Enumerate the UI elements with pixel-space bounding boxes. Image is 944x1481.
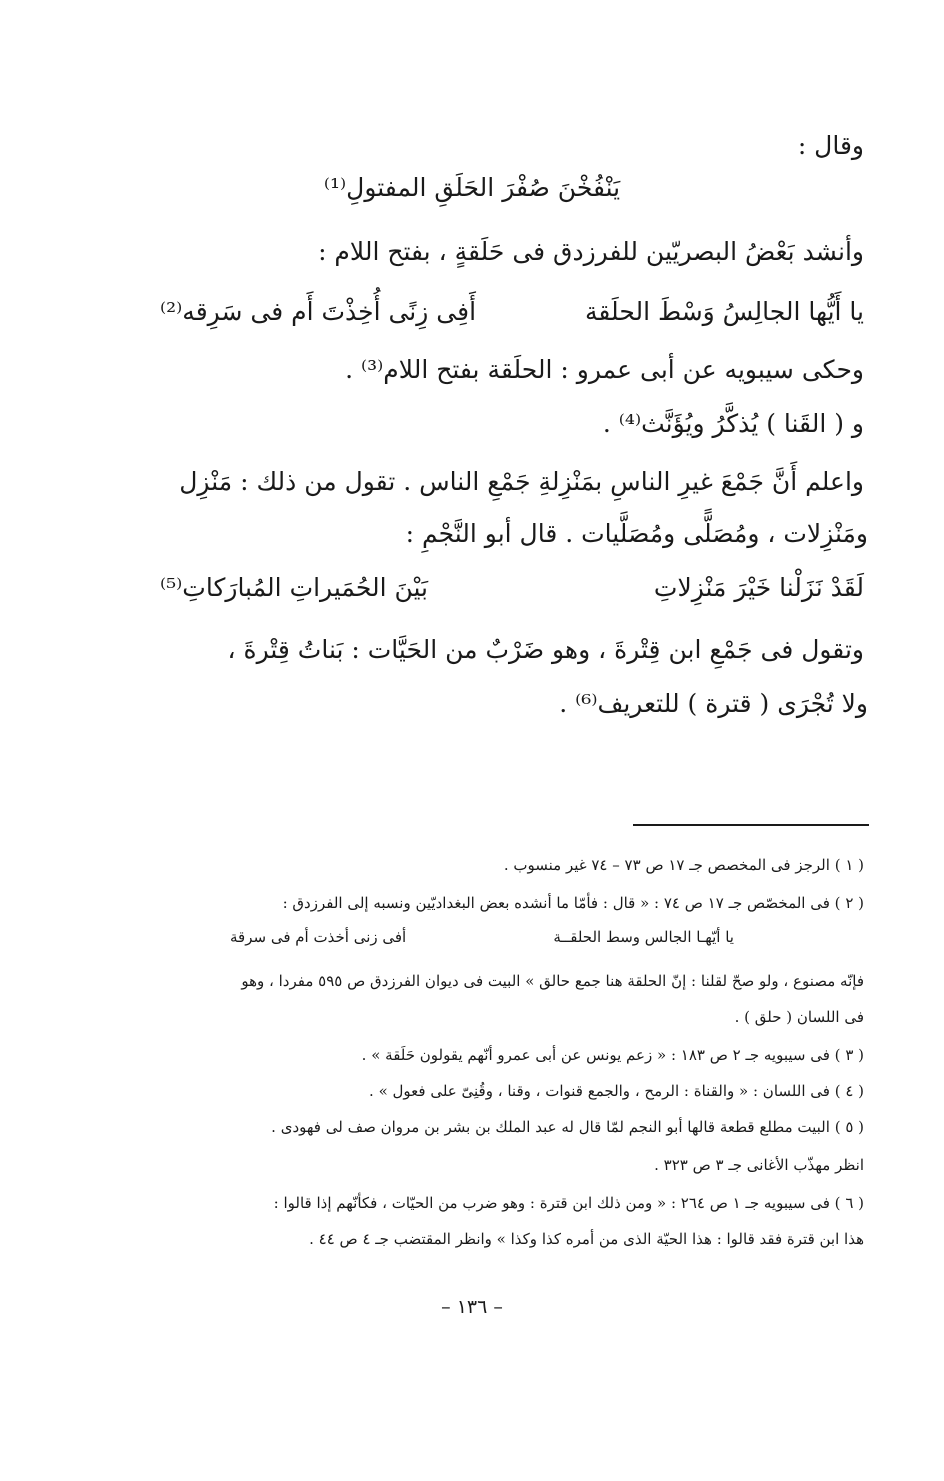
text-line: و ( القَنا ) يُذكَّرُ ويُؤَنَّث⁽⁴⁾ . [602, 409, 864, 438]
text-line: وحكى سيبويه عن أبى عمرو : الحلَقة بفتح اللام⁽³⁾ . [345, 355, 864, 384]
text-line: ولا تُجْرَى ( قترة ) للتعريف⁽⁶⁾ . [559, 689, 868, 718]
footnote-verse-second: أفى زنى أخذت أم فى سرقة [230, 928, 407, 946]
verse-hemistich-second: بَيْنَ الحُمَيراتِ المُبارَكاتِ⁽⁵⁾ [160, 573, 429, 602]
page-number: – ١٣٦ – [441, 1296, 503, 1318]
footnote: ( ٣ ) فى سيبويه جـ ٢ ص ١٨٣ : « زعم يونس عن أبى عمرو أنّهم يقولون حَلَقة » . [361, 1046, 864, 1064]
verse-hemistich-first: يا أَيُّها الجالِسُ وَسْطَ الحلَقة [585, 297, 864, 326]
footnote: ( ١ ) الرجز فى المخصص جـ ١٧ ص ٧٣ – ٧٤ غير منسوب . [503, 856, 864, 874]
footnote-verse-first: يا أيّهـا الجالس وسط الحلقــة [553, 928, 734, 946]
footnote-continuation: هذا ابن قترة فقد قالوا : هذا الحيّة الذى من أمره كذا وكذا » وانظر المقتضب جـ ٤ ص ٤٤ . [309, 1230, 864, 1248]
footnote-continuation: فإنّه مصنوع ، ولو صحّ لقلنا : إنّ الحلقة هنا جمع حالق » البيت فى ديوان الفرزدق ص ٥٩٥ مفردا ، وهو [241, 972, 864, 990]
footnote: ( ٥ ) البيت مطلع قطعة قالها أبو النجم لمّا قال له عبد الملك بن بشر بن مروان صف لى فهودى . [271, 1118, 864, 1136]
text-line: وتقول فى جَمْعِ ابن قِتْرةَ ، وهو ضَرْبٌ من الحَيَّات : بَناتُ قِتْرةَ ، [227, 635, 864, 664]
text-line: وأنشد بَعْضُ البصريّين للفرزدق فى حَلَقةٍ ، بفتح اللام : [318, 237, 864, 266]
text-line: وقال : [797, 131, 864, 160]
footnote-continuation: فى اللسان ( حلق ) . [734, 1008, 864, 1026]
footnote-separator [633, 824, 869, 826]
text-line: ومَنْزِلات ، ومُصَلًّى ومُصَلَّيات . قال أبو النَّجْمِ : [405, 519, 868, 548]
verse-hemistich-second: أَفِى زِنًى أُخِذْتَ أَم فى سَرِقه⁽²⁾ [160, 297, 477, 326]
footnote: ( ٦ ) فى سيبويه جـ ١ ص ٢٦٤ : « ومن ذلك ابن قترة : وهو ضرب من الحيّات ، فكأنّهم إذا قالوا : [273, 1194, 864, 1212]
verse-line: يَنْفُخْنَ صُفْرَ الحَلَقِ المفتولِ⁽¹⁾ [323, 173, 621, 202]
footnote: ( ٢ ) فى المخصّص جـ ١٧ ص ٧٤ : « قال : فأمّا ما أنشده بعض البغداديّين ونسبه إلى الفرزدق : [282, 894, 864, 912]
footnote-continuation: انظر مهذّب الأغانى جـ ٣ ص ٣٢٣ . [654, 1156, 864, 1174]
footnote: ( ٤ ) فى اللسان : « والقناة : الرمح ، والجمع قنوات ، وقنا ، وقُنِىّ على فعول » . [369, 1082, 864, 1100]
text-line: واعلم أَنَّ جَمْعَ غيرِ الناسِ بمَنْزِلةِ جَمْعِ الناس . تقول من ذلك : مَنْزِل [179, 467, 864, 496]
verse-hemistich-first: لَقَدْ نَزَلْنا خَيْرَ مَنْزِلاتِ [653, 573, 864, 602]
